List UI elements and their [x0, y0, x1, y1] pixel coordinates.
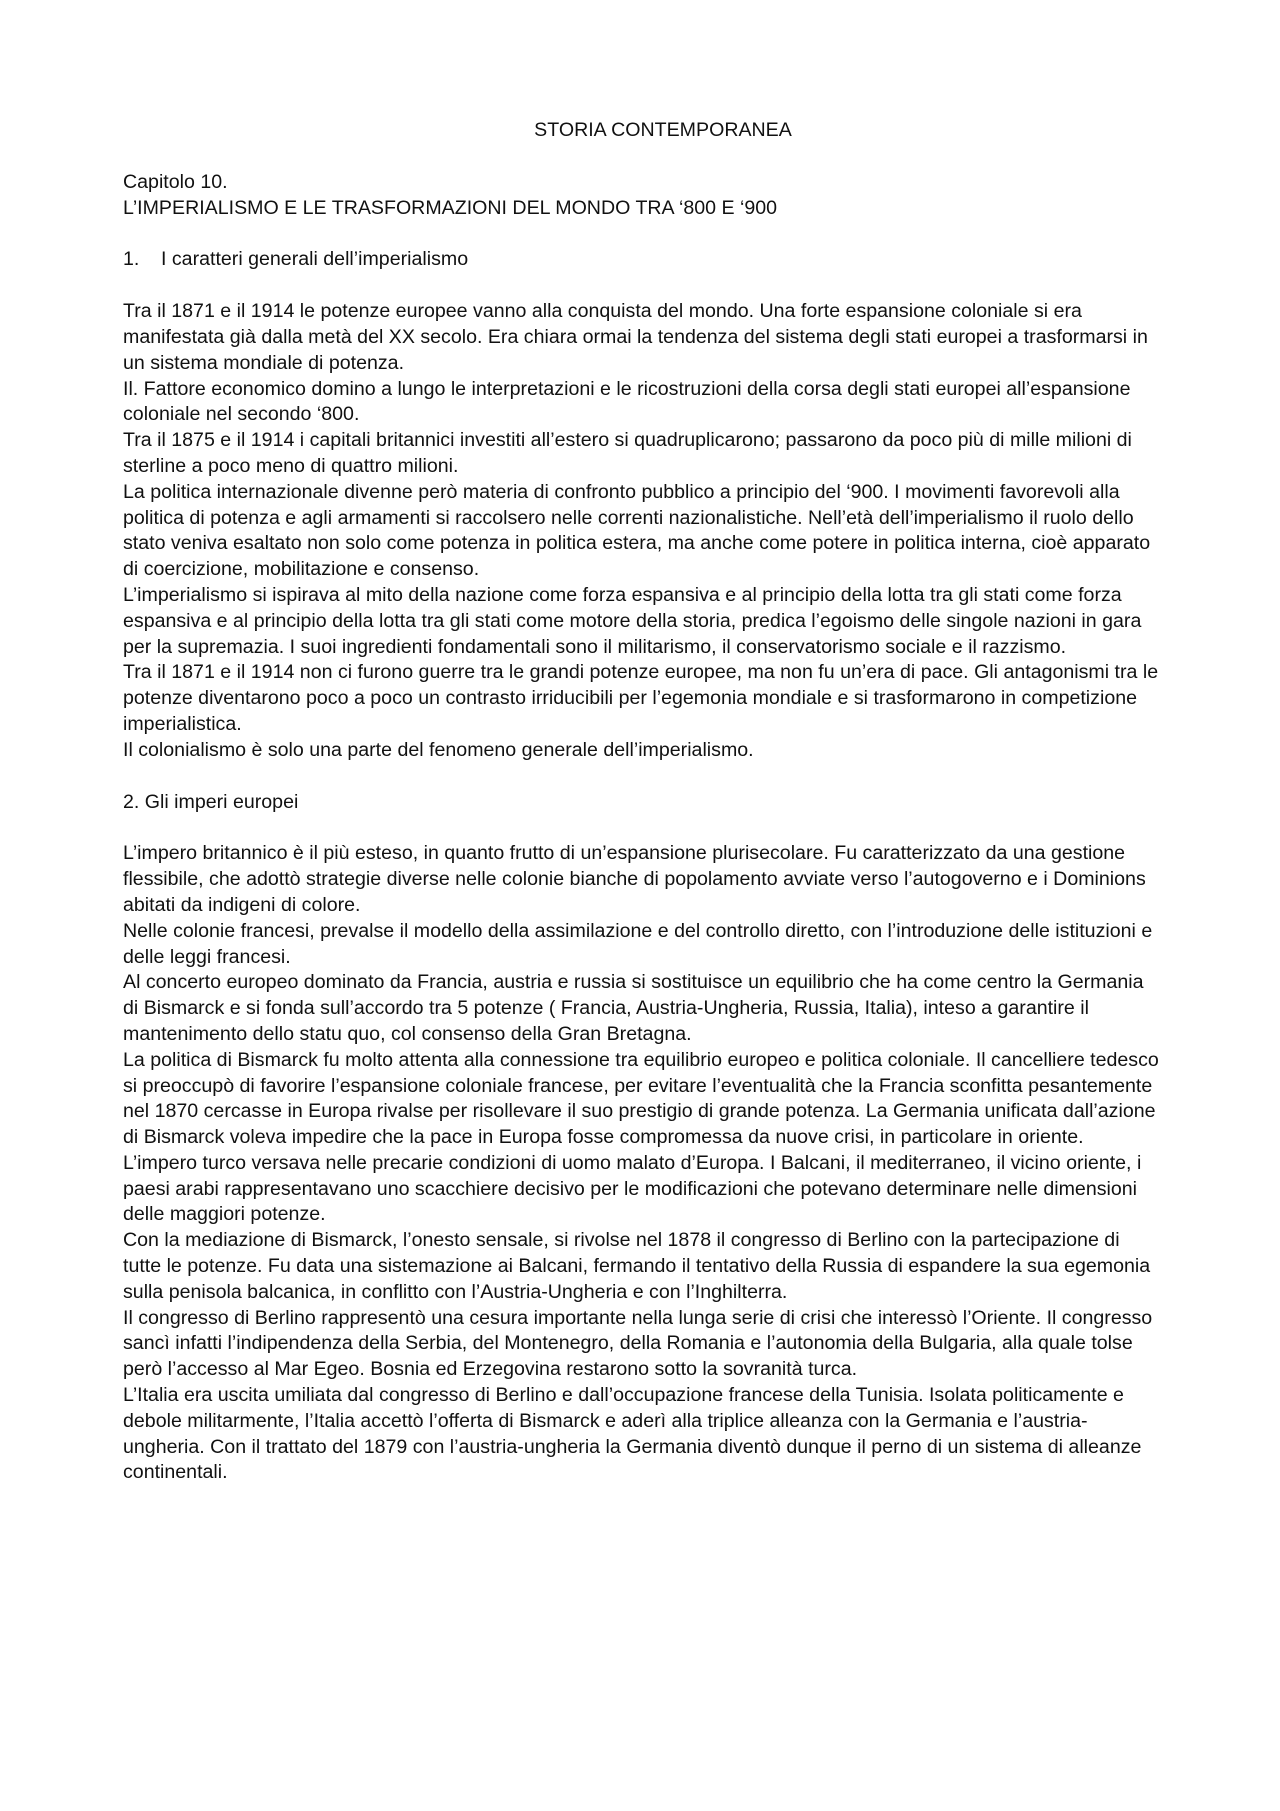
chapter-label: Capitolo 10.: [123, 170, 228, 193]
paragraph: L’impero turco versava nelle precarie condizioni di uomo malato d’Europa. I Balcani, il mediterraneo, il vicino oriente, i paesi arabi rappresentavano uno scacchiere decisivo per le modificazioni che potevano determinare nelle dimensioni delle maggiori potenze.: [123, 1151, 1142, 1226]
paragraph: Il colonialismo è solo una parte del fenomeno generale dell’imperialismo.: [123, 738, 754, 761]
paragraph: Al concerto europeo dominato da Francia, austria e russia si sostituisce un equilibrio che ha come centro la Germania di Bismarck e si fonda sull’accordo tra 5 potenze ( Francia, Austria-Ungheria, Russia, Italia), inteso a garantire il mantenimento dello statu quo, col consenso della Gran Bretagna.: [123, 971, 1144, 1045]
section-number: 1.: [123, 248, 140, 271]
paragraph: Tra il 1871 e il 1914 le potenze europee vanno alla conquista del mondo. Una forte espansione coloniale si era manifestata già dalla metà del XX secolo. Era chiara ormai la tendenza del sistema degli stati europei a trasformarsi in un sistema mondiale di potenza.: [123, 300, 1148, 374]
paragraph: La politica internazionale divenne però materia di confronto pubblico a principio del ‘900. I movimenti favorevoli alla politica di potenza e agli armamenti si raccolsero nelle correnti nazionalistiche. Nell’età dell’imperialismo il ruolo dello stato veniva esaltato non solo come potenza in politica estera, ma anche come potere in politica interna, cioè apparato di coercizione, mobilitazione e consenso.: [123, 480, 1151, 581]
chapter-header: [123, 170, 1163, 222]
section-heading-1: [123, 247, 1163, 273]
section-heading-2: 2. Gli imperi europei: [123, 790, 299, 813]
section-body-1: [123, 299, 1163, 763]
paragraph: Il. Fattore economico domino a lungo le interpretazioni e le ricostruzioni della corsa degli stati europei all’espansione coloniale nel secondo ‘800.: [123, 377, 1131, 426]
section-body-2: [123, 841, 1163, 1486]
paragraph: L’Italia era uscita umiliata dal congresso di Berlino e dall’occupazione francese della Tunisia. Isolata politicamente e debole militarmente, l’Italia accettò l’offerta di Bismarck e aderì alla triplice alleanza con la Germania e l’austria-ungheria. Con il trattato del 1879 con l’austria-ungheria la Germania diventò dunque il perno di un sistema di alleanze continentali.: [123, 1384, 1142, 1484]
paragraph: L’imperialismo si ispirava al mito della nazione come forza espansiva e al principio della lotta tra gli stati come forza espansiva e al principio della lotta tra gli stati come motore della storia, predica l’egoismo delle singole nazioni in gara per la supremazia. I suoi ingredienti fondamentali sono il militarismo, il conservatorismo sociale e il razzismo.: [123, 583, 1142, 658]
chapter-title: L’IMPERIALISMO E LE TRASFORMAZIONI DEL MONDO TRA ‘800 E ‘900: [123, 196, 778, 219]
section-heading-text: I caratteri generali dell’imperialismo: [161, 248, 469, 271]
paragraph: Tra il 1875 e il 1914 i capitali britannici investiti all’estero si quadruplicarono; passarono da poco più di mille milioni di sterline a poco meno di quattro milioni.: [123, 429, 1132, 477]
paragraph: Tra il 1871 e il 1914 non ci furono guerre tra le grandi potenze europee, ma non fu un’era di pace. Gli antagonismi tra le potenze diventarono poco a poco un contrasto irriducibili per l’egemonia mondiale e si trasformarono in competizione imperialistica.: [123, 661, 1159, 735]
paragraph: La politica di Bismarck fu molto attenta alla connessione tra equilibrio europeo e politica coloniale. Il cancelliere tedesco si preoccupò di favorire l’espansione coloniale francese, per evitare l’eventualità che la Francia sconfitta pesantemente nel 1870 cercasse in Europa rivalse per risollevare il suo prestigio di grande potenza. La Germania unificata dall’azione di Bismarck voleva impedire che la pace in Europa fosse compromessa da nuove crisi, in particolare in oriente.: [123, 1048, 1159, 1149]
paragraph: Nelle colonie francesi, prevalse il modello della assimilazione e del controllo diretto, con l’introduzione delle istituzioni e delle leggi francesi.: [123, 919, 1153, 968]
paragraph: Il congresso di Berlino rappresentò una cesura importante nella lunga serie di crisi che interessò l’Oriente. Il congresso sancì infatti l’indipendenza della Serbia, del Montenegro, della Romania e l’autonomia della Bulgaria, alla quale tolse però l’accesso al Mar Egeo. Bosnia ed Erzegovina restarono sotto la sovranità turca.: [123, 1306, 1153, 1381]
paragraph: Con la mediazione di Bismarck, l’onesto sensale, si rivolse nel 1878 il congresso di Berlino con la partecipazione di tutte le potenze. Fu data una sistemazione ai Balcani, fermando il tentativo della Russia di espandere la sua egemonia sulla penisola balcanica, in conflitto con l’Austria-Ungheria e con l’Inghilterra.: [123, 1229, 1151, 1303]
document-title: STORIA CONTEMPORANEA: [534, 119, 792, 141]
paragraph: L’impero britannico è il più esteso, in quanto frutto di un’espansione plurisecolare. Fu caratterizzato da una gestione flessibile, che adottò strategie diverse nelle colonie bianche di popolamento avviate verso l’autogoverno e i Dominions abitati da indigeni di colore.: [123, 842, 1146, 916]
document-page: [123, 118, 1163, 1512]
